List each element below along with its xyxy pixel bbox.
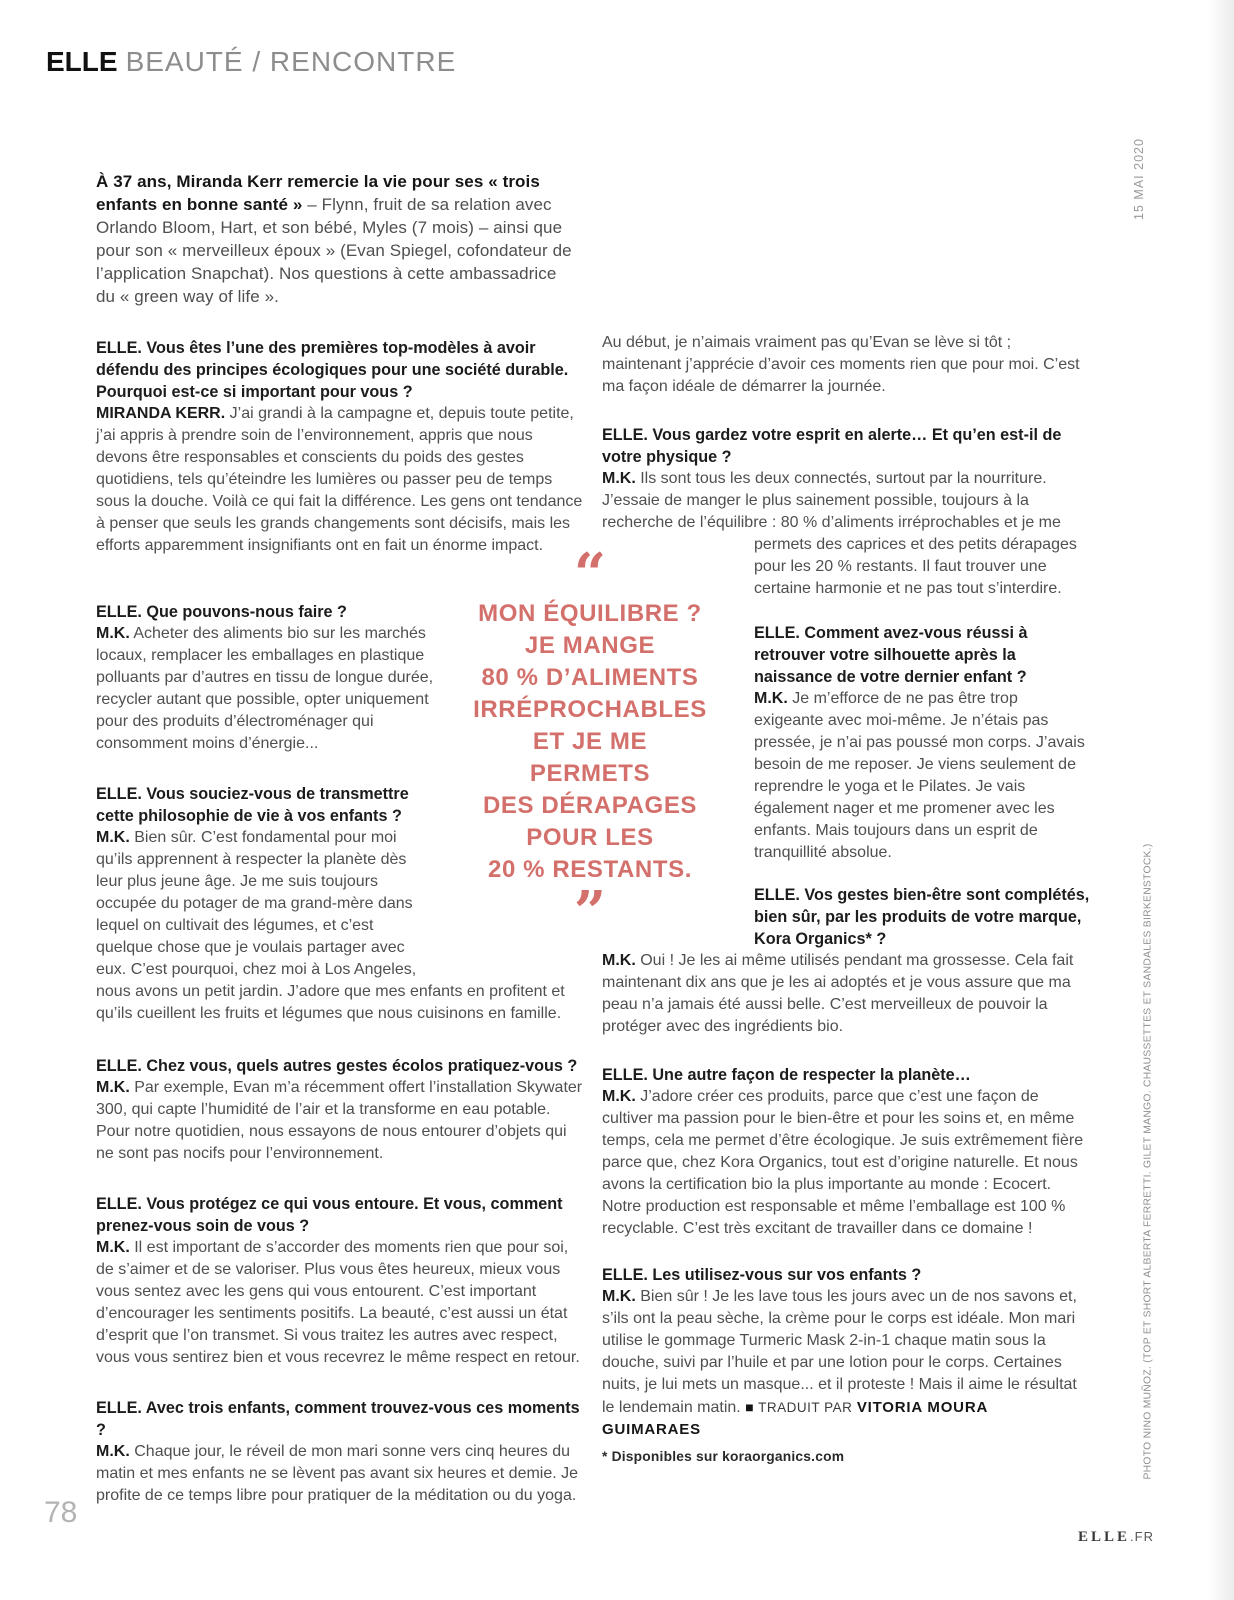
qa-block [96, 1193, 584, 1369]
pull-quote-line: POUR LES [526, 824, 654, 851]
pull-quote-line: MON ÉQUILIBRE ? [478, 600, 702, 627]
intro-lead: À 37 ans, Miranda Kerr remercie la vie pour ses « trois enfants en bonne santé » [96, 172, 540, 214]
speaker: M.K. [602, 1088, 636, 1105]
speaker: M.K. [602, 470, 636, 487]
elle-logo: ELLE [46, 46, 118, 77]
intro-rest: – Flynn, fruit de sa relation avec Orlando Bloom, Hart, et son bébé, Myles (7 mois) – ainsi que pour son « merveilleux époux » (Evan Spiegel, cofondateur de l’application Snapchat). Nos questions à cette ambassadrice du « green way of life ». [96, 195, 572, 306]
speaker: M.K. [96, 829, 130, 846]
footnote: * Disponibles sur koraorganics.com [602, 1449, 845, 1464]
photo-credit-vertical: PHOTO NINO MUÑOZ. (TOP ET SHORT ALBERTA FERRETTI. GILET MANGO. CHAUSSETTES ET SANDALES BIRKENSTOCK.) [1142, 843, 1154, 1480]
speaker: M.K. [96, 1443, 130, 1460]
speaker: M.K. [754, 690, 788, 707]
answer-text: Je m’efforce de ne pas être trop exigeante avec moi-même. Je n’étais pas pressée, je n’ai pas poussé mon corps. J’avais besoin de me reposer. Je viens seulement de reprendre le yoga et le Pilates. Je vais également nager et me promener avec les enfants. Mais toujours dans un esprit de tranquillité absolue. [754, 690, 1085, 861]
answer-text: Bien sûr ! Je les lave tous les jours avec un de nos savons et, s’ils ont la peau sèche, la crème pour le corps est idéale. Mon mari utilise le gommage Turmeric Mask 2-in-1 chaque matin sous la douche, suivi par l’huile et par une lotion pour le corps. Certaines nuits, je lui mets un masque... et il proteste ! Mais il aime le résultat le lendemain matin. [602, 1288, 1077, 1416]
qa-block [96, 337, 584, 557]
question: ELLE. Vous gardez votre esprit en alerte… Et qu’en est-il de votre physique ? [602, 426, 1062, 466]
page-number: 78 [44, 1496, 78, 1529]
answer [602, 950, 1090, 1038]
end-mark-icon: ■ [745, 1399, 754, 1415]
close-quote-icon: ” [573, 879, 607, 945]
issue-date-vertical: 15 MAI 2020 [1132, 138, 1146, 220]
page-edge-shade [1208, 0, 1234, 1600]
answer-text: J’ai grandi à la campagne et, depuis toute petite, j’ai appris à prendre soin de l’environnement, appris que nous devons être responsables et conscients du poids des gestes quotidiens, tels qu’éteindre les lumières ou passer peu de temps sous la douche. Voilà ce qui fait la différence. Les gens ont tendance à penser que seuls les grands changements sont décisifs, mais les efforts apparemment insignifiants ont en fait un énorme impact. [96, 405, 583, 554]
translated-by-label: TRADUIT PAR [758, 1400, 853, 1415]
pull-quote-line: ET JE ME [532, 728, 648, 755]
answer [602, 1086, 1090, 1240]
pull-quote-line: DES DÉRAPAGES [482, 792, 698, 819]
qa-block [602, 1064, 1090, 1240]
pull-quote-spacer [602, 534, 754, 946]
speaker: MIRANDA KERR. [96, 405, 226, 422]
answer-text: Acheter des aliments bio sur les marchés locaux, remplacer les emballages en plastique polluants par d’autres en tissu de longue durée, recycler autant que possible, opter uniquement pour des produits d’électroménager qui consomment moins d’énergie... [96, 625, 434, 752]
qa-block [96, 601, 584, 755]
answer [602, 468, 1090, 600]
question: ELLE. Vous êtes l’une des premières top-modèles à avoir défendu des principes écologiques pour une société durable. Pourquoi est-ce si important pour vous ? [96, 339, 569, 401]
question: ELLE. Comment avez-vous réussi à retrouver votre silhouette après la naissance de votre dernier enfant ? [754, 624, 1028, 686]
answer [96, 1077, 584, 1165]
answer [96, 1441, 584, 1507]
section-header [46, 46, 456, 78]
question: ELLE. Que pouvons-nous faire ? [96, 603, 347, 621]
question: ELLE. Vous protégez ce qui vous entoure. Et vous, comment prenez-vous soin de vous ? [96, 1195, 563, 1235]
footer-brand [1078, 1528, 1154, 1546]
speaker: M.K. [602, 952, 636, 969]
translator-name: VITORIA MOURA GUIMARAES [602, 1399, 988, 1438]
question: ELLE. Vous souciez-vous de transmettre cette philosophie de vie à vos enfants ? [96, 785, 409, 825]
answer-text: Chaque jour, le réveil de mon mari sonne vers cinq heures du matin et mes enfants ne se lèvent pas avant six heures et demie. Je profite de ce temps libre pour pratiquer de la méditation ou du yoga. [96, 1443, 579, 1504]
answer-text: Il est important de s’accorder des moments rien que pour soi, de s’aimer et de se valoriser. Plus vous êtes heureux, mieux vous vous sentez avec les gens qui vous entourent. C’est important d’encourager les sentiments positifs. La beauté, c’est aussi un état d’esprit que l’on transmet. Si vous traitez les autres avec respect, vous vous sentirez bien et vous recevrez le même respect en retour. [96, 1239, 580, 1366]
footer-fr-suffix: .FR [1130, 1529, 1154, 1544]
speaker: M.K. [96, 625, 130, 642]
intro-paragraph [96, 170, 576, 308]
section-title: BEAUTÉ / RENCONTRE [125, 46, 457, 77]
question: ELLE. Vos gestes bien-être sont complétés, bien sûr, par les produits de votre marque, Kora Organics* ? [754, 886, 1090, 948]
answer-text: Par exemple, Evan m’a récemment offert l’installation Skywater 300, qui capte l’humidité de l’air et la transforme en eau potable. Pour notre quotidien, nous essayons de nous entourer d’objets qui ne sont pas nocifs pour l’environnement. [96, 1079, 583, 1162]
speaker: M.K. [602, 1288, 636, 1305]
qa-block [96, 1397, 584, 1507]
speaker: M.K. [96, 1079, 130, 1096]
left-column [96, 170, 584, 1507]
footer-elle-logo: ELLE [1078, 1529, 1131, 1545]
question: ELLE. Chez vous, quels autres gestes écolos pratiquez-vous ? [96, 1057, 578, 1075]
answer-continuation: Au début, je n’aimais vraiment pas qu’Evan se lève si tôt ; maintenant j’apprécie d’avoir ces moments rien que pour moi. C’est ma façon idéale de démarrer la journée. [602, 334, 1080, 395]
qa-block [96, 1055, 584, 1165]
answer [96, 1237, 584, 1369]
open-quote-icon: “ [573, 541, 607, 607]
pull-quote-line: PERMETS [529, 760, 651, 787]
pull-quote-line: IRRÉPROCHABLES [473, 696, 707, 723]
question: ELLE. Les utilisez-vous sur vos enfants ? [602, 1266, 922, 1284]
pull-quote-line: 20 % RESTANTS. [488, 856, 692, 883]
answer-text: J’adore créer ces produits, parce que c’est une façon de cultiver ma passion pour le bien-être et pour les soins et, en même temps, cela me permet d’être écologique. Je suis extrêmement fière parce que, chez Kora Organics, tout est d’origine naturelle. Et nous avons la certification bio la plus importante au monde : Ecocert. Notre production est responsable et même l’emballage est 100 % recyclable. C’est très excitant de travailler dans ce domaine ! [602, 1088, 1084, 1237]
question: ELLE. Une autre façon de respecter la planète… [602, 1066, 971, 1084]
answer [602, 1286, 1090, 1441]
question: ELLE. Avec trois enfants, comment trouvez-vous ces moments ? [96, 1399, 580, 1439]
pull-quote-line: JE MANGE [524, 632, 656, 659]
pull-quote-line: 80 % D’ALIMENTS [481, 664, 699, 691]
answer-text: caprices et des petits dérapages pour les 20 % restants. Il faut trouver une certaine harmonie et ne pas tout s’interdire. [754, 536, 1077, 597]
qa-block [602, 1264, 1090, 1464]
answer-text: Oui ! Je les ai même utilisés pendant ma grossesse. Cela fait maintenant dix ans que je les ai adoptés et je vous assure que ma peau n’a jamais été aussi belle. C’est merveilleux de pouvoir la protéger avec des ingrédients bio. [602, 952, 1074, 1035]
qa-block [602, 424, 1090, 600]
answer-text: Bien sûr. C’est fondamental pour moi qu’ils apprennent à respecter la planète dès leur plus jeune âge. Je me suis toujours occupée du potager de ma grand-mère dans lequel on cultivait des légumes, et c’est quelque chose que je voulais partager avec eux. C’est pourquoi, chez moi à Los Angeles, nous avons un petit jardin. J’adore que mes enfants en profitent et qu’ils cueillent les fruits et légumes que nous cuisinons en famille. [96, 829, 565, 1022]
answer-text: Ils sont tous les deux connectés, surtout par la nourriture. J’essaie de manger le plus sainement possible, toujours à la recherche de l’équilibre : 80 % d’aliments irréprochables et je me permets des [602, 470, 1061, 553]
answer [96, 403, 584, 557]
right-column [602, 332, 1090, 1464]
speaker: M.K. [96, 1239, 130, 1256]
pull-quote-spacer [434, 601, 584, 966]
